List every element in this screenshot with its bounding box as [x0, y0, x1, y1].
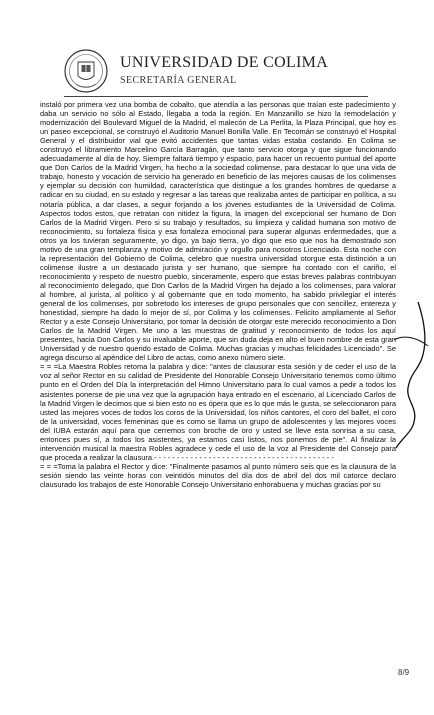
body-paragraph: instaló por primera vez una bomba de cobalto, que atendía a las personas que traían este padecimiento y daba un servicio no sólo al Estado, llegaba a toda la región. En Manzanillo se hizo la remodelación y modernización del Boulevard Miguel de la Madrid, el malecón de La Perlita, la Plaza Principal, que hoy es un paseo excepcional, se construyó el Auditorio Manuel Bonilla Valle. En Tecomán se construyó el Hospital General y el distribuidor vial que evitó accidentes que tantas vidas estaba costando. En Colima se construyó el libramiento Marcelino García Barragán, que tanto servicio otorga y que sigue funcionando adecuadamente al día de hoy. Siempre faltará tiempo y espacio, para hacer un recuento puntual del aporte que Don Carlos de la Madrid Virgen, ha hecho a la sociedad colimense, para destacar lo que una vida de trabajo, honesto y vocación de servicio ha generado en beneficio de las mejores causas de los colimenses y ejemplar su decisión con humildad, característica que distingue a los grandes hombres de quedarse a radicar en su ciudad, en su estado y regresar a las tareas que realizaba antes de participar en política, a su notaría pública, a dar clases, a seguir forjando a los jóvenes estudiantes de la Universidad de Colima. Aspectos todos estos, que retratan con nitidez la figura, la imagen del excepcional ser humano de Don Carlos de la Madrid Virgen. Pero si su trabajo y resultados, su limpieza y calidad humana son motivo de reconocimiento, su fortaleza física y esa fortaleza emocional para superar algunas enfermedades, que a otros ya los tuvieran seguramente, yo digo, ya bajo tierra, yo digo que eso que nos ha demostrado son motivo de una gran templanza y motivo de admiración y orgullo para nosotros Licenciado. Esta noche con la representación del Gobierno de Colima, celebro que nuestra universidad otorgue esta distinción a un colimense ilustre a un destacado jurista y ser humano, que siempre ha contado con el cariño, el reconocimiento y respeto de nuestro pueblo, sinceramente, espero que estas breves palabras contribuyan al reconocimiento delegado, que Don Carlos de la Madrid Virgen ha dejado a los colimenses, para valorar al hombre, al jurista, al político y al gobernante que en todo momento, ha sabido privilegiar el interés general de los colimenses, por sobretodo los intereses de grupo personales que con sencillez, entereza y honestidad, siempre ha dado lo mejor de sí, por Colima y los colimenses. Felicito ampliamente al Señor Rector y a este Consejo Universitario, por tomar la decisión de otorgar este merecido reconocimiento a Don Carlos de la Madrid Virgen. Me uno a las muestras de gratitud y reconocimiento de todos los aquí presentes, hacia Don Carlos y su invaluable aporte, que sin duda deja en alto el buen nombre de esta gran Universidad y de nuestro querido estado de Colima. Muchas gracias y muchas felicidades Licenciado". Se agrega discurso al apéndice del Libro de actas, como anexo número siete. — [40, 100, 396, 363]
header-divider — [64, 96, 368, 97]
university-seal-icon — [64, 48, 108, 94]
letterhead — [64, 48, 364, 94]
document-body — [40, 100, 396, 489]
department-name: SECRETARÍA GENERAL — [120, 75, 237, 86]
body-paragraph: = = =La Maestra Robles retoma la palabra y dice: "antes de clausurar esta sesión y de ceder el uso de la voz al señor Rector en su calidad de Presidente del Honorable Consejo Universitario tenemos como último punto en el Orden del Día la interpretación del Himno Universitario para lo cual vamos a pedir a todos los asistentes ponerse de pie una vez que la agrupación haya entrado en el escenario, al Licenciado Carlos de la Madrid Virgen le decimos que si bien esto no es ópera que es lo que más le gusta, se seleccionaron para usted las mejores voces de todos los coros de la Universidad, los niños cantores, el coro del ballet, el coro de la universidad, voces femeninas que es como se llama un grupo de adolescentes y las mejores voces del IUBA estarán aquí para que cerremos con broche de oro y usted se lleve esta sonrisa a su casa, entonces pues sí, a todos los asistentes, ya estamos casi listos, nos ponemos de pie". Al finalizar la intervención musical la maestra Robles agradece y cede el uso de la voz al Presidente del Consejo para que proceda a realizar la clausura.- - - - - - - - - - - - - - - - - - - - - - - - - - - - - - - - - - - - - - - - — [40, 362, 396, 462]
university-name: UNIVERSIDAD DE COLIMA — [120, 54, 329, 71]
handwritten-signature — [388, 300, 432, 450]
body-paragraph: = = =Toma la palabra el Rector y dice: "Finalmente pasamos al punto número seis que es la clausura de la sesión siendo las veinte horas con veintidós minutos del día dos de abril del dos mil catorce declaro clausurado los trabajos de este Honorable Consejo Universitario enhorabuena y muchas gracias por su — [40, 461, 396, 489]
page-number: 8/9 — [398, 668, 410, 677]
